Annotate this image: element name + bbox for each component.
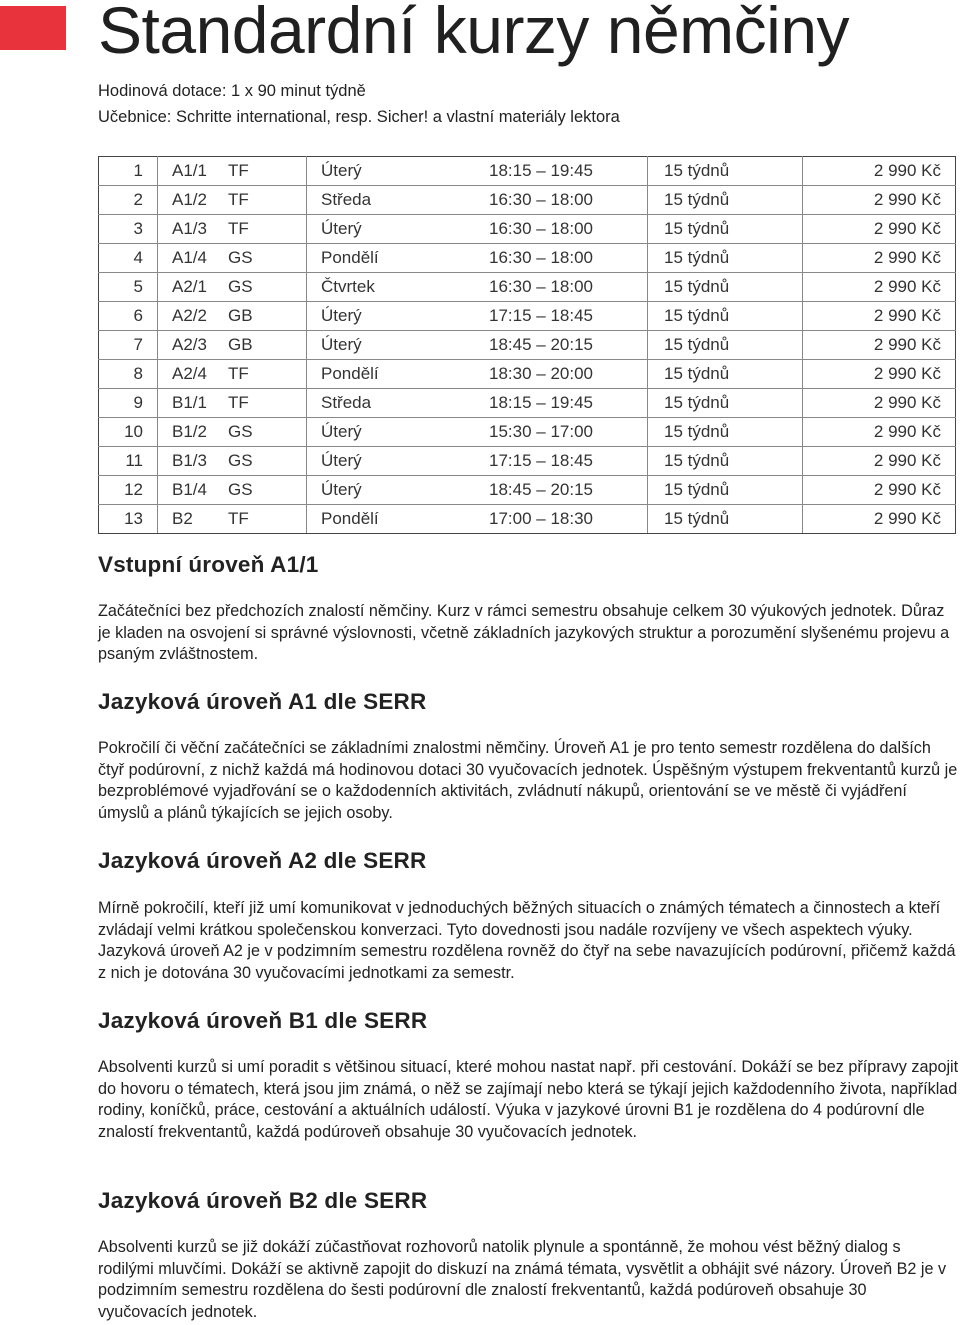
course-price: 2 990 Kč bbox=[803, 273, 956, 302]
table-row bbox=[99, 215, 956, 244]
course-meta bbox=[98, 78, 620, 130]
course-price: 2 990 Kč bbox=[803, 389, 956, 418]
section-text: Absolventi kurzů se již dokáží zúčastňovat rozhovorů natolik plynule a spontánně, že mohou vést běžný dialog s rodilými mluvčími. Dokáží se aktivně zapojit do diskuzí na známá témata, vysvětlit a obhájit své názory. Úroveň B2 je v podzimním semestru rozdělena do šesti podúrovní dle znalostí frekventantů, každá podúroveň obsahuje 30 vyučovacích jednotek. bbox=[98, 1238, 947, 1321]
course-level: A1/1 bbox=[158, 157, 225, 186]
course-level: B1/2 bbox=[158, 418, 225, 447]
table-row bbox=[99, 476, 956, 505]
course-day: Úterý bbox=[307, 447, 470, 476]
course-day: Čtvrtek bbox=[307, 273, 470, 302]
section-b2 bbox=[98, 1188, 960, 1323]
row-number: 3 bbox=[99, 215, 158, 244]
row-number: 8 bbox=[99, 360, 158, 389]
course-level: B1/1 bbox=[158, 389, 225, 418]
course-duration: 15 týdnů bbox=[648, 476, 803, 505]
accent-block bbox=[0, 6, 66, 50]
table-row bbox=[99, 157, 956, 186]
course-day: Úterý bbox=[307, 157, 470, 186]
course-duration: 15 týdnů bbox=[648, 244, 803, 273]
course-type: GS bbox=[224, 244, 307, 273]
course-time: 18:45 – 20:15 bbox=[469, 476, 648, 505]
course-time: 15:30 – 17:00 bbox=[469, 418, 648, 447]
section-a1-1 bbox=[98, 552, 960, 666]
section-a1 bbox=[98, 689, 960, 824]
course-time: 18:15 – 19:45 bbox=[469, 389, 648, 418]
course-type: GS bbox=[224, 447, 307, 476]
course-time: 16:30 – 18:00 bbox=[469, 273, 648, 302]
course-type: GB bbox=[224, 302, 307, 331]
course-type: TF bbox=[224, 186, 307, 215]
course-time: 18:30 – 20:00 bbox=[469, 360, 648, 389]
course-level: A1/4 bbox=[158, 244, 225, 273]
course-time: 17:00 – 18:30 bbox=[469, 505, 648, 534]
course-duration: 15 týdnů bbox=[648, 186, 803, 215]
course-level: A1/2 bbox=[158, 186, 225, 215]
course-price: 2 990 Kč bbox=[803, 244, 956, 273]
row-number: 5 bbox=[99, 273, 158, 302]
section-text: Mírně pokročilí, kteří již umí komunikovat v jednoduchých běžných situacích o známých tématech a činnostech a kteří zvládají velmi krátkou společenskou konverzaci. Tyto dovednosti jsou nadále rozvíjeny ve všech aspektech výuky. Jazyková úroveň A2 je v podzimním semestru rozdělena rovněž do čtyř na sebe navazujících podúrovní, přičemž každá z nich je dotována 30 vyučovacími jednotkami za semestr. bbox=[98, 899, 956, 982]
course-duration: 15 týdnů bbox=[648, 215, 803, 244]
hours-info: Hodinová dotace: 1 x 90 minut týdně bbox=[98, 82, 366, 100]
table-row bbox=[99, 418, 956, 447]
course-type: TF bbox=[224, 157, 307, 186]
course-time: 16:30 – 18:00 bbox=[469, 244, 648, 273]
section-heading: Jazyková úroveň A1 dle SERR bbox=[98, 689, 427, 714]
section-b1 bbox=[98, 1008, 960, 1143]
course-time: 18:15 – 19:45 bbox=[469, 157, 648, 186]
course-day: Úterý bbox=[307, 331, 470, 360]
table-row bbox=[99, 302, 956, 331]
course-level: A2/2 bbox=[158, 302, 225, 331]
table-row bbox=[99, 389, 956, 418]
course-day: Pondělí bbox=[307, 360, 470, 389]
row-number: 13 bbox=[99, 505, 158, 534]
page-title: Standardní kurzy němčiny bbox=[98, 0, 850, 67]
section-text: Pokročilí či věční začátečníci se základními znalostmi němčiny. Úroveň A1 je pro tento semestr rozdělena do dalších čtyř podúrovní, z nichž každá má hodinovou dotaci 30 vyučovacích jednotek. Úspěšným výstupem frekventantů kurzů je bezproblémové vyjadřování se o každodenních aktivitách, zvládnutí nákupů, orientování se ve městě či vyjádření úmyslů a plánů týkajících se jejich osoby. bbox=[98, 739, 958, 822]
row-number: 12 bbox=[99, 476, 158, 505]
course-price: 2 990 Kč bbox=[803, 505, 956, 534]
table-row bbox=[99, 186, 956, 215]
row-number: 6 bbox=[99, 302, 158, 331]
course-duration: 15 týdnů bbox=[648, 157, 803, 186]
course-day: Pondělí bbox=[307, 505, 470, 534]
section-heading: Jazyková úroveň B1 dle SERR bbox=[98, 1008, 428, 1033]
course-day: Středa bbox=[307, 186, 470, 215]
textbook-info: Učebnice: Schritte international, resp. Sicher! a vlastní materiály lektora bbox=[98, 108, 620, 126]
course-time: 18:45 – 20:15 bbox=[469, 331, 648, 360]
course-time: 16:30 – 18:00 bbox=[469, 186, 648, 215]
table-row bbox=[99, 360, 956, 389]
course-price: 2 990 Kč bbox=[803, 157, 956, 186]
table-row bbox=[99, 505, 956, 534]
course-duration: 15 týdnů bbox=[648, 302, 803, 331]
course-type: TF bbox=[224, 215, 307, 244]
course-duration: 15 týdnů bbox=[648, 273, 803, 302]
course-duration: 15 týdnů bbox=[648, 389, 803, 418]
row-number: 4 bbox=[99, 244, 158, 273]
course-level: B1/3 bbox=[158, 447, 225, 476]
course-day: Úterý bbox=[307, 476, 470, 505]
row-number: 2 bbox=[99, 186, 158, 215]
course-duration: 15 týdnů bbox=[648, 505, 803, 534]
course-type: GS bbox=[224, 418, 307, 447]
course-type: TF bbox=[224, 505, 307, 534]
row-number: 9 bbox=[99, 389, 158, 418]
section-text: Začátečníci bez předchozích znalostí němčiny. Kurz v rámci semestru obsahuje celkem 30 výukových jednotek. Důraz je kladen na osvojení si správné výslovnosti, včetně základních jazykových struktur a porozumění slyšenému projevu a psaným zvláštnostem. bbox=[98, 602, 950, 664]
course-day: Úterý bbox=[307, 302, 470, 331]
section-heading: Jazyková úroveň B2 dle SERR bbox=[98, 1188, 428, 1213]
course-day: Středa bbox=[307, 389, 470, 418]
course-price: 2 990 Kč bbox=[803, 418, 956, 447]
course-price: 2 990 Kč bbox=[803, 302, 956, 331]
course-duration: 15 týdnů bbox=[648, 418, 803, 447]
course-level: B1/4 bbox=[158, 476, 225, 505]
course-level: B2 bbox=[158, 505, 225, 534]
table-row bbox=[99, 331, 956, 360]
course-price: 2 990 Kč bbox=[803, 360, 956, 389]
course-level: A2/1 bbox=[158, 273, 225, 302]
section-heading: Vstupní úroveň A1/1 bbox=[98, 552, 319, 577]
row-number: 10 bbox=[99, 418, 158, 447]
course-level: A2/4 bbox=[158, 360, 225, 389]
table-row bbox=[99, 447, 956, 476]
course-type: TF bbox=[224, 360, 307, 389]
row-number: 11 bbox=[99, 447, 158, 476]
course-day: Úterý bbox=[307, 215, 470, 244]
course-type: GB bbox=[224, 331, 307, 360]
table-row bbox=[99, 273, 956, 302]
course-time: 16:30 – 18:00 bbox=[469, 215, 648, 244]
course-day: Úterý bbox=[307, 418, 470, 447]
row-number: 7 bbox=[99, 331, 158, 360]
course-time: 17:15 – 18:45 bbox=[469, 302, 648, 331]
course-day: Pondělí bbox=[307, 244, 470, 273]
section-heading: Jazyková úroveň A2 dle SERR bbox=[98, 848, 427, 873]
section-a2 bbox=[98, 848, 960, 984]
course-level: A2/3 bbox=[158, 331, 225, 360]
course-price: 2 990 Kč bbox=[803, 186, 956, 215]
course-time: 17:15 – 18:45 bbox=[469, 447, 648, 476]
section-text: Absolventi kurzů si umí poradit s většinou situací, které mohou nastat např. při cestování. Dokáží se bez přípravy zapojit do hovoru o tématech, která jsou jim známá, o něž se zajímají nebo která se týkají jejich každodenního života, například rodiny, koníčků, práce, cestování a aktuálních událostí. Výuka v jazykové úrovni B1 je rozdělena do 4 podúrovní dle znalostí frekventantů, každá podúroveň obsahuje 30 vyučovacích jednotek. bbox=[98, 1058, 959, 1141]
course-type: TF bbox=[224, 389, 307, 418]
course-level: A1/3 bbox=[158, 215, 225, 244]
course-price: 2 990 Kč bbox=[803, 331, 956, 360]
course-type: GS bbox=[224, 273, 307, 302]
course-duration: 15 týdnů bbox=[648, 331, 803, 360]
course-price: 2 990 Kč bbox=[803, 215, 956, 244]
course-duration: 15 týdnů bbox=[648, 447, 803, 476]
table-row bbox=[99, 244, 956, 273]
course-price: 2 990 Kč bbox=[803, 447, 956, 476]
course-price: 2 990 Kč bbox=[803, 476, 956, 505]
course-type: GS bbox=[224, 476, 307, 505]
course-schedule-table bbox=[98, 156, 956, 534]
course-duration: 15 týdnů bbox=[648, 360, 803, 389]
row-number: 1 bbox=[99, 157, 158, 186]
